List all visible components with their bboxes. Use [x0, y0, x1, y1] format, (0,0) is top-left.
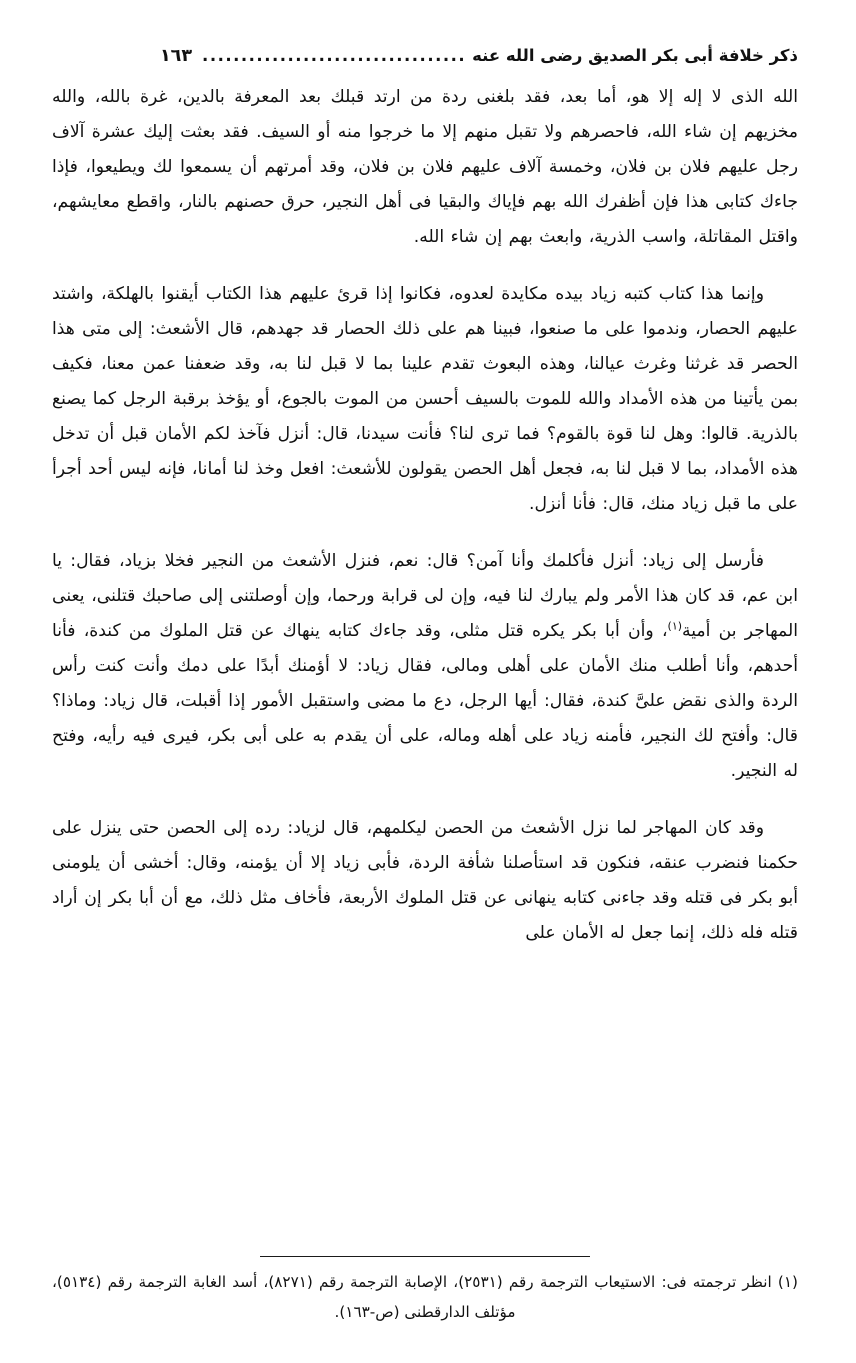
paragraph-3-text-before-footnote: فأرسل إلى زياد: أنزل فأكلمك وأنا آمن؟ قال: نعم، فنزل الأشعث من النجير فخلا بزياد، فقال: يا ابن عم، قد كان هذا الأمر ولم يبارك لنا فيه، وإن لى قرابة ورحما، وإن أوصلتنى إلى صاحبك قتلنى، يعنى المهاجر بن أمية: [52, 551, 798, 641]
header-dot-leader: ..................................: [202, 46, 467, 65]
paragraph-3: [52, 544, 798, 789]
paragraph-4-text: وقد كان المهاجر لما نزل الأشعث من الحصن ليكلمهم، قال لزياد: رده إلى الحصن حتى ينزل على حكمنا فنضرب عنقه، فنكون قد استأصلنا شأفة الردة، فأبى زياد إلا أن يؤمنه، وقال: أخشى أن يلومنى أبو بكر فى قتله وقد جاءنى كتابه ينهانى عن قتل الملوك الأربعة، فأخاف مثل ذلك، مع أن أبا بكر إن أراد قتله فله ذلك، إنما جعل له الأمان على: [52, 818, 798, 943]
paragraph-2: [52, 277, 798, 522]
body-text: [52, 80, 798, 951]
footnote-reference-marker[interactable]: (١): [667, 619, 683, 633]
footnote-section: [52, 1256, 798, 1327]
paragraph-3-text-after-footnote: ، وأن أبا بكر يكره قتل مثلى، وقد جاءك كتابه ينهاك عن قتل الملوك من كندة، فأنا أحدهم، وأنا أطلب منك الأمان على أهلى ومالى، فقال زياد: لا أؤمنك أبدًا على دمك وأنت كنت رأس الردة والذى نقض علىَّ كندة، فقال: أيها الرجل، دع ما مضى واستقبل الأمور إذا أقبلت، قال زياد: وماذا؟ قال: وأفتح لك النجير، فأمنه زياد على أهله وماله، على أن يقدم به على أبى بكر، فيرى فيه رأيه، وفتح له النجير.: [52, 621, 798, 781]
page-number: ١٦٣: [160, 46, 193, 66]
paragraph-4: [52, 811, 798, 951]
footnote-text: (١) انظر ترجمته فى: الاستيعاب الترجمة رقم (٢٥٣١)، الإصابة الترجمة رقم (٨٢٧١)، أسد الغابة الترجمة رقم (٥١٣٤)، مؤتلف الدارقطنى (ص-١٦٣).: [52, 1273, 798, 1321]
paragraph-1-text: الله الذى لا إله إلا هو، أما بعد، فقد بلغنى ردة من ارتد قبلك بعد المعرفة بالدين، غرة بالله، والله مخزيهم إن شاء الله، فاحصرهم ولا تقبل منهم إلا ما خرجوا منه أو السيف. فقد بعثت إليك عشرة آلاف رجل عليهم فلان بن فلان، وخمسة آلاف عليهم فلان بن فلان، وقد أمرتهم أن يسمعوا لك ويطيعوا، فإذا جاءك كتابى هذا فإن أظفرك الله بهم فإياك والبقيا فى أهل النجير، حرق حصنهم بالنار، واقطع معايشهم، واقتل المقاتلة، واسب الذرية، وابعث بهم إن شاء الله.: [52, 87, 798, 247]
page-header: [52, 46, 798, 66]
header-title: ذكر خلافة أبى بكر الصديق رضى الله عنه: [472, 46, 798, 65]
paragraph-1: [52, 80, 798, 255]
footnote-divider: [260, 1256, 590, 1257]
paragraph-2-text: وإنما هذا كتاب كتبه زياد بيده مكايدة لعدوه، فكانوا إذا قرئ عليهم هذا الكتاب أيقنوا بالهلكة، واشتد عليهم الحصار، وندموا على ما صنعوا، فبينا هم على ذلك الحصار قد جهدهم، قال الأشعث: إلى متى هذا الحصر قد غرثنا وغرث عيالنا، وهذه البعوث تقدم علينا بما لا قبل لنا به، وقد ضعفنا عمن معنا، فكيف بمن يأتينا من هذه الأمداد والله للموت بالسيف أحسن من الموت بالجوع، أو يؤخذ برقبة الرجل كما يصنع بالذرية. قالوا: وهل لنا قوة بالقوم؟ فما ترى لنا؟ فأنت سيدنا، قال: أنزل فآخذ لكم الأمان قبل أن تدخل هذه الأمداد، بما لا قبل لنا به، فجعل أهل الحصن يقولون للأشعث: افعل وخذ لنا أمانا، فإنه ليس أحد أجرأ على ما قبل زياد منك، قال: فأنا أنزل.: [52, 284, 798, 514]
